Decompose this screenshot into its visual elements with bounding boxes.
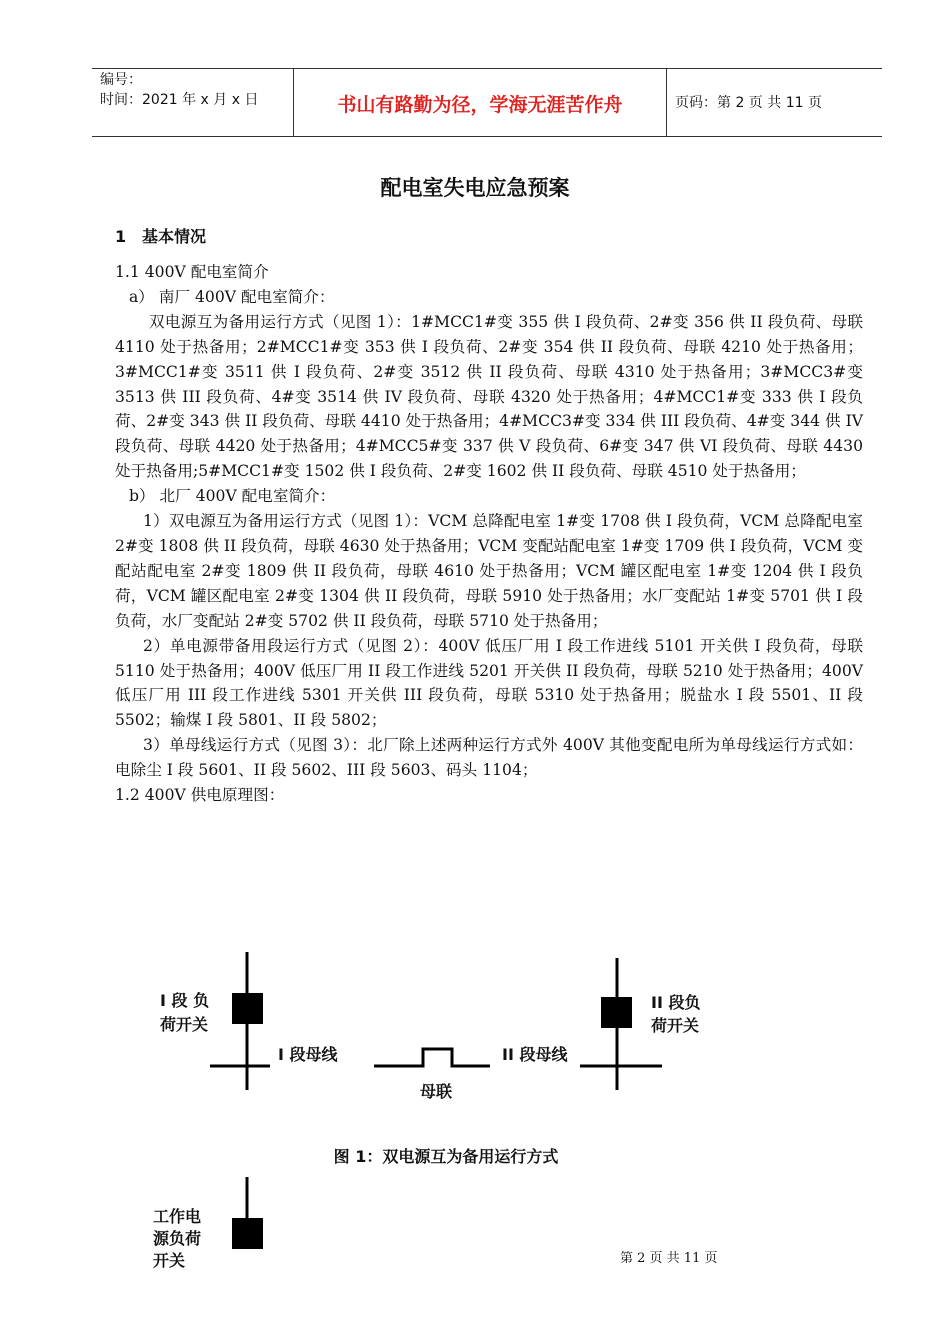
paragraph: 双电源互为备用运行方式（见图 1）：1#MCC1#变 355 供 I 段负荷、2#变 356 供 II 段负荷、母联 4110 处于热备用；2#MCC1#变 353 供 I 段负荷、2#变 354 供 II 段负荷、母联 4210 处于热备用；3#MCC1#变 3511 供 I 段负荷、2#变 3512 供 II 段负荷、母联 4310 处于热备用；3#MCC3#变 3513 供 III 段负荷、4#变 3514 供 IV 段负荷、母联 4320 处于热备用；4#MCC1#变 333 供 I 段负荷、2#变 343 供 II 段负荷、母联 4410 处于热备用；4#MCC3#变 334 供 III 段负荷、4#变 344 供 IV 段负荷、母联 4420 处于热备用；4#MCC5#变 337 供 V 段负荷、6#变 347 供 VI 段负荷、母联 4430 处于热备用;5#MCC1#变 1502 供 I 段负荷、2#变 1602 供 II 段负荷、母联 4510 处于热备用； xyxy=(115,312,863,481)
document-number-label: 编号： xyxy=(100,72,142,88)
section-title: 基本情况 xyxy=(142,227,207,246)
label-bus-i: I 段母线 xyxy=(278,1045,338,1064)
label-tie: 母联 xyxy=(420,1082,453,1101)
label-bus-ii: II 段母线 xyxy=(502,1045,568,1064)
switch-i xyxy=(232,993,263,1024)
switch-ii xyxy=(601,997,632,1028)
header-motto: 书山有路勤为径，学海无涯苦作舟 xyxy=(337,94,623,116)
header-page-code: 页码：第 2 页 共 11 页 xyxy=(675,95,822,111)
label-switch-ii-1: II 段负 xyxy=(651,993,701,1012)
page-footer: 第 2 页 共 11 页 xyxy=(620,1251,718,1266)
paragraph: 2）单电源带备用段运行方式（见图 2）：400V 低压厂用 I 段工作进线 5101 开关供 I 段负荷，母联 5110 处于热备用；400V 低压厂用 II 段工作进线 5201 开关供 II 段负荷，母联 5210 处于热备用；400V 低压厂用 III 段工作进线 5301 开关供 III 段负荷，母联 5310 处于热备用；脱盐水 I 段 5501、II 段 5502；输煤 I 段 5801、II 段 5802； xyxy=(115,636,863,730)
list-item-a: a） 南厂 400V 配电室简介： xyxy=(129,287,335,306)
label-switch-i-2: 荷开关 xyxy=(160,1015,209,1034)
label-switch-i-1: I 段 负 xyxy=(160,991,210,1010)
label-work-switch-3: 开关 xyxy=(153,1251,186,1270)
label-work-switch-2: 源负荷 xyxy=(153,1229,202,1248)
label-switch-ii-2: 荷开关 xyxy=(651,1016,700,1035)
paragraph: 1）双电源互为备用运行方式（见图 1）：VCM 总降配电室 1#变 1708 供 I 段负荷，VCM 总降配电室 2#变 1808 供 II 段负荷，母联 4630 处于热备用；VCM 变配站配电室 1#变 1709 供 I 段负荷，VCM 变配站配电室 2#变 1809 供 II 段负荷，母联 4610 处于热备用；VCM 罐区配电室 1#变 1204 供 I 段负荷，VCM 罐区配电室 2#变 1304 供 II 段负荷，母联 5910 处于热备用；水厂变配站 1#变 5701 供 I 段负荷，水厂变配站 2#变 5702 供 II 段负荷，母联 5710 处于热备用； xyxy=(115,512,863,630)
list-item-b: b） 北厂 400V 配电室简介： xyxy=(129,487,336,506)
switch-work xyxy=(232,1218,263,1249)
tie-breaker xyxy=(374,1049,490,1066)
section-number: 1 xyxy=(115,227,127,246)
document-time: 时间：2021 年 x 月 x 日 xyxy=(100,92,259,108)
subsection-heading: 1.1 400V 配电室简介 xyxy=(115,263,269,281)
figure-caption: 图 1：双电源互为备用运行方式 xyxy=(333,1147,559,1166)
document-title: 配电室失电应急预案 xyxy=(380,176,570,200)
label-work-switch-1: 工作电 xyxy=(153,1207,202,1226)
paragraph: 3）单母线运行方式（见图 3）：北厂除上述两种运行方式外 400V 其他变配电所为单母线运行方式如：电除尘 I 段 5601、II 段 5602、III 段 5603、码头 1104； xyxy=(115,736,863,780)
subsection-heading: 1.2 400V 供电原理图： xyxy=(115,786,285,805)
